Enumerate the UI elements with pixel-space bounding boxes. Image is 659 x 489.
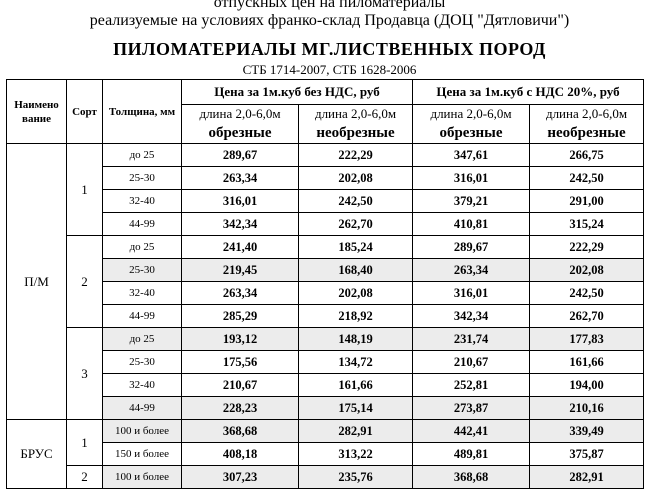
table-row <box>7 190 644 213</box>
price-unedged-no-vat: 242,50 <box>299 190 413 213</box>
thickness-cell: 25-30 <box>103 351 182 374</box>
header-line-2: реализуемые на условиях франко-склад Продавца (ДОЦ "Дятловичи") <box>89 12 570 29</box>
sort-cell: 1 <box>67 420 103 466</box>
table-row <box>7 213 644 236</box>
price-edged-no-vat: 368,68 <box>182 420 299 443</box>
price-edged-no-vat: 316,01 <box>182 190 299 213</box>
table-row <box>7 374 644 397</box>
thickness-cell: 25-30 <box>103 167 182 190</box>
price-unedged-vat: 222,29 <box>530 236 644 259</box>
price-edged-no-vat: 289,67 <box>182 144 299 167</box>
length-label: длина 2,0-6,0м <box>530 105 644 124</box>
thickness-cell: 150 и более <box>103 443 182 466</box>
table-row <box>7 305 644 328</box>
price-unedged-no-vat: 161,66 <box>299 374 413 397</box>
table-row <box>7 282 644 305</box>
price-unedged-no-vat: 262,70 <box>299 213 413 236</box>
table-row <box>7 351 644 374</box>
price-unedged-vat: 282,91 <box>530 466 644 489</box>
unedged-label: необрезные <box>299 123 413 144</box>
price-unedged-vat: 291,00 <box>530 190 644 213</box>
price-unedged-vat: 375,87 <box>530 443 644 466</box>
price-edged-vat: 273,87 <box>413 397 530 420</box>
price-unedged-vat: 194,00 <box>530 374 644 397</box>
price-unedged-no-vat: 282,91 <box>299 420 413 443</box>
price-unedged-no-vat: 235,76 <box>299 466 413 489</box>
length-label: длина 2,0-6,0м <box>299 105 413 124</box>
price-unedged-vat: 242,50 <box>530 282 644 305</box>
price-edged-vat: 263,34 <box>413 259 530 282</box>
thickness-cell: 100 и более <box>103 466 182 489</box>
price-unedged-vat: 210,16 <box>530 397 644 420</box>
group-name: БРУС <box>7 420 67 489</box>
thickness-cell: 32-40 <box>103 374 182 397</box>
edged-label: обрезные <box>413 123 530 144</box>
price-edged-no-vat: 408,18 <box>182 443 299 466</box>
price-unedged-no-vat: 134,72 <box>299 351 413 374</box>
page-title: ПИЛОМАТЕРИАЛЫ МГ.ЛИСТВЕННЫХ ПОРОД <box>113 39 546 59</box>
price-unedged-vat: 202,08 <box>530 259 644 282</box>
thickness-cell: 25-30 <box>103 259 182 282</box>
price-unedged-vat: 242,50 <box>530 167 644 190</box>
table-row <box>7 466 644 489</box>
price-edged-no-vat: 193,12 <box>182 328 299 351</box>
unedged-label: необрезные <box>530 123 644 144</box>
price-edged-vat: 210,67 <box>413 351 530 374</box>
thickness-cell: 32-40 <box>103 190 182 213</box>
price-unedged-vat: 262,70 <box>530 305 644 328</box>
group-name: П/М <box>7 144 67 420</box>
edged-label: обрезные <box>182 123 299 144</box>
table-row <box>7 259 644 282</box>
price-table <box>6 79 644 489</box>
price-edged-no-vat: 263,34 <box>182 282 299 305</box>
price-edged-no-vat: 342,34 <box>182 213 299 236</box>
price-unedged-vat: 266,75 <box>530 144 644 167</box>
price-unedged-no-vat: 168,40 <box>299 259 413 282</box>
sort-cell: 2 <box>67 466 103 489</box>
price-edged-vat: 368,68 <box>413 466 530 489</box>
price-unedged-no-vat: 222,29 <box>299 144 413 167</box>
price-unedged-vat: 177,83 <box>530 328 644 351</box>
price-edged-vat: 489,81 <box>413 443 530 466</box>
table-row <box>7 420 644 443</box>
price-unedged-no-vat: 185,24 <box>299 236 413 259</box>
price-edged-vat: 342,34 <box>413 305 530 328</box>
thickness-cell: 44-99 <box>103 213 182 236</box>
header-line-1: отпускных цен на пиломатериалы <box>213 0 446 11</box>
price-unedged-no-vat: 202,08 <box>299 167 413 190</box>
price-edged-vat: 379,21 <box>413 190 530 213</box>
length-label: длина 2,0-6,0м <box>413 105 530 124</box>
thickness-cell: 44-99 <box>103 397 182 420</box>
thickness-cell: 100 и более <box>103 420 182 443</box>
price-edged-no-vat: 263,34 <box>182 167 299 190</box>
length-label: длина 2,0-6,0м <box>182 105 299 124</box>
price-edged-vat: 442,41 <box>413 420 530 443</box>
price-unedged-no-vat: 218,92 <box>299 305 413 328</box>
price-edged-vat: 410,81 <box>413 213 530 236</box>
price-edged-no-vat: 241,40 <box>182 236 299 259</box>
price-unedged-vat: 161,66 <box>530 351 644 374</box>
price-unedged-vat: 315,24 <box>530 213 644 236</box>
price-edged-vat: 347,61 <box>413 144 530 167</box>
table-row <box>7 443 644 466</box>
price-unedged-no-vat: 148,19 <box>299 328 413 351</box>
header-sort: Сорт <box>67 80 103 144</box>
price-edged-vat: 252,81 <box>413 374 530 397</box>
thickness-cell: 44-99 <box>103 305 182 328</box>
thickness-cell: до 25 <box>103 236 182 259</box>
header-name: Наимено вание <box>7 80 67 144</box>
price-edged-no-vat: 307,23 <box>182 466 299 489</box>
table-row <box>7 144 644 167</box>
price-edged-vat: 231,74 <box>413 328 530 351</box>
sort-cell: 1 <box>67 144 103 236</box>
price-edged-vat: 289,67 <box>413 236 530 259</box>
price-edged-no-vat: 285,29 <box>182 305 299 328</box>
table-row <box>7 236 644 259</box>
price-edged-no-vat: 175,56 <box>182 351 299 374</box>
header-price-no-vat: Цена за 1м.куб без НДС, руб <box>182 80 413 105</box>
price-unedged-no-vat: 175,14 <box>299 397 413 420</box>
table-row <box>7 328 644 351</box>
price-edged-no-vat: 210,67 <box>182 374 299 397</box>
price-unedged-no-vat: 202,08 <box>299 282 413 305</box>
header-price-vat: Цена за 1м.куб с НДС 20%, руб <box>413 80 644 105</box>
thickness-cell: до 25 <box>103 328 182 351</box>
price-edged-vat: 316,01 <box>413 167 530 190</box>
table-row <box>7 397 644 420</box>
header-thickness: Толщина, мм <box>103 80 182 144</box>
thickness-cell: 32-40 <box>103 282 182 305</box>
price-edged-vat: 316,01 <box>413 282 530 305</box>
thickness-cell: до 25 <box>103 144 182 167</box>
sort-cell: 3 <box>67 328 103 420</box>
table-row <box>7 167 644 190</box>
price-unedged-no-vat: 313,22 <box>299 443 413 466</box>
price-unedged-vat: 339,49 <box>530 420 644 443</box>
price-edged-no-vat: 219,45 <box>182 259 299 282</box>
standards-line: СТБ 1714-2007, СТБ 1628-2006 <box>242 62 417 77</box>
price-edged-no-vat: 228,23 <box>182 397 299 420</box>
sort-cell: 2 <box>67 236 103 328</box>
